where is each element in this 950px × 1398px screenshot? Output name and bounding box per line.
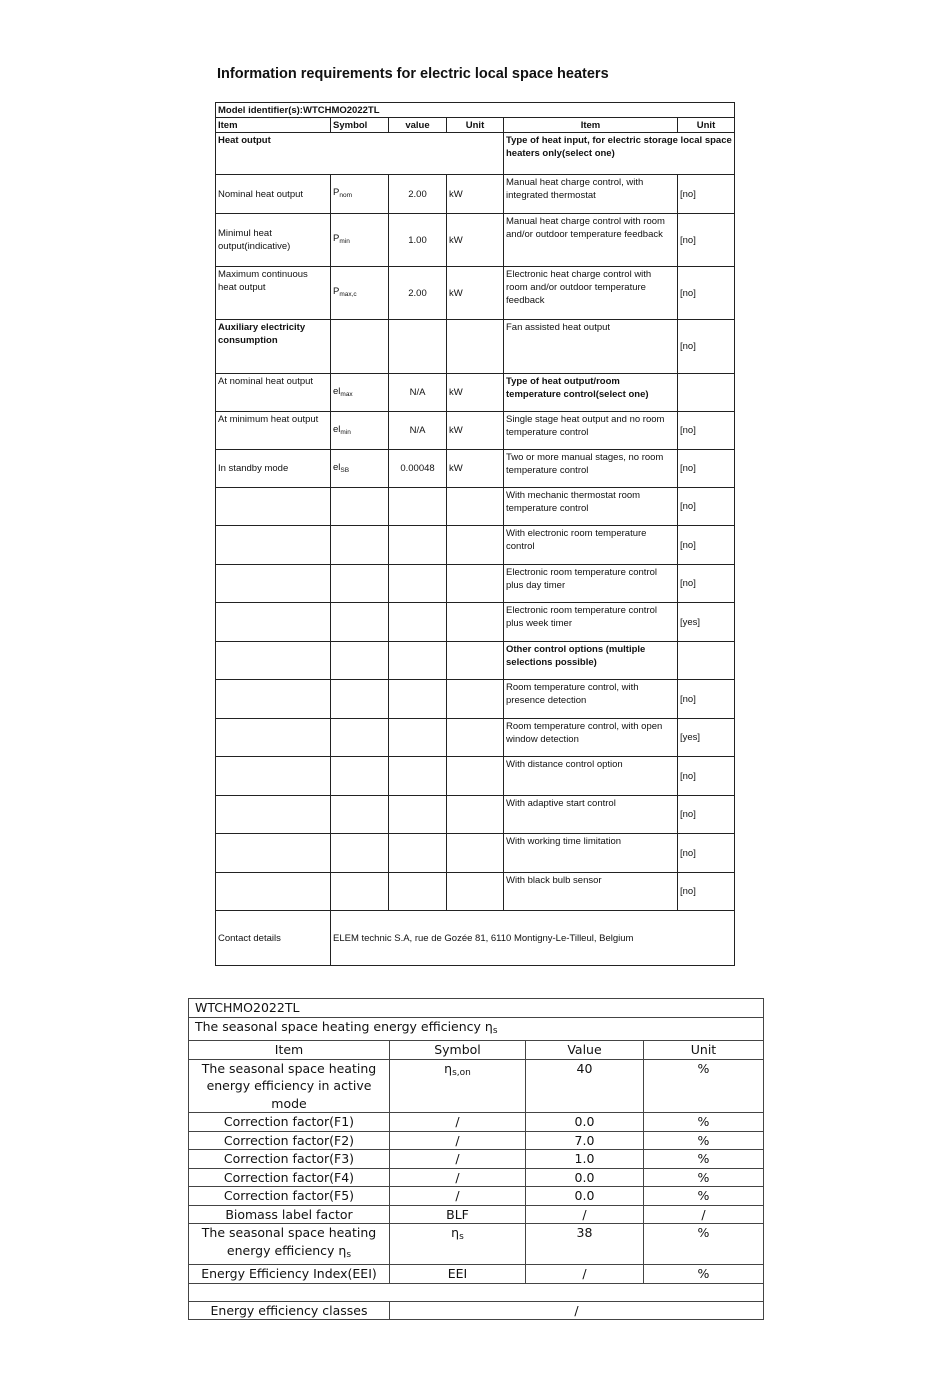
symbol-cell bbox=[331, 603, 389, 642]
unit2-cell: [no] bbox=[678, 757, 735, 796]
model-row bbox=[189, 999, 764, 1018]
symbol-cell: / bbox=[390, 1113, 526, 1132]
value-cell: 0.00048 bbox=[389, 450, 447, 488]
table-row bbox=[216, 565, 735, 603]
table-row bbox=[189, 1131, 764, 1150]
value-cell: N/A bbox=[389, 374, 447, 412]
symbol-cell bbox=[331, 565, 389, 603]
symbol-cell: $el_{max}$ bbox=[331, 374, 389, 412]
symbol-cell bbox=[331, 796, 389, 834]
symbol-cell bbox=[331, 834, 389, 873]
item-cell bbox=[216, 565, 331, 603]
value-cell: 1.0 bbox=[526, 1150, 644, 1169]
symbol-cell: ηs,on bbox=[390, 1059, 526, 1113]
symbol-cell: / bbox=[390, 1131, 526, 1150]
item2-cell: With mechanic thermostat room temperature control bbox=[504, 488, 678, 526]
model-row bbox=[216, 103, 735, 118]
unit-cell: kW bbox=[447, 374, 504, 412]
symbol-cell: / bbox=[390, 1168, 526, 1187]
unit-cell: / bbox=[644, 1205, 764, 1224]
table-row bbox=[189, 1187, 764, 1206]
item-cell bbox=[216, 642, 331, 680]
table-row bbox=[216, 412, 735, 450]
unit-cell: % bbox=[644, 1168, 764, 1187]
item2-cell: Manual heat charge control with room and/or outdoor temperature feedback bbox=[504, 214, 678, 267]
symbol-cell bbox=[331, 320, 389, 374]
table-row bbox=[216, 642, 735, 680]
item-cell: Energy Efficiency Index(EEI) bbox=[189, 1265, 390, 1284]
item-cell: Auxiliary electricity consumption bbox=[216, 320, 331, 374]
item-cell: The seasonal space heating energy efficiency in active mode bbox=[189, 1059, 390, 1113]
contact-value: ELEM technic S.A, rue de Gozée 81, 6110 Montigny-Le-Tilleul, Belgium bbox=[331, 911, 735, 966]
item-cell: Correction factor(F2) bbox=[189, 1131, 390, 1150]
unit-cell: kW bbox=[447, 214, 504, 267]
unit-cell bbox=[447, 603, 504, 642]
symbol-cell bbox=[331, 719, 389, 757]
model-identifier: Model identifier(s):WTCHMO2022TL bbox=[216, 103, 735, 118]
value-cell: / bbox=[526, 1205, 644, 1224]
header-unit: Unit bbox=[644, 1041, 764, 1060]
unit-cell: % bbox=[644, 1131, 764, 1150]
table-row bbox=[216, 374, 735, 412]
value-cell: 2.00 bbox=[389, 175, 447, 214]
unit2-cell bbox=[678, 642, 735, 680]
table-row bbox=[216, 834, 735, 873]
table-row bbox=[189, 1265, 764, 1284]
unit2-cell: [no] bbox=[678, 526, 735, 565]
symbol-cell: $P_{max,c}$ bbox=[331, 267, 389, 320]
classes-value: / bbox=[390, 1301, 764, 1320]
spacer-row bbox=[189, 1283, 764, 1301]
symbol-cell bbox=[331, 526, 389, 565]
value-cell bbox=[389, 642, 447, 680]
unit-cell bbox=[447, 834, 504, 873]
unit2-cell: [no] bbox=[678, 450, 735, 488]
item-cell: Correction factor(F1) bbox=[189, 1113, 390, 1132]
unit2-cell: [no] bbox=[678, 873, 735, 911]
item-cell bbox=[216, 796, 331, 834]
value-cell: 0.0 bbox=[526, 1113, 644, 1132]
unit2-cell: [no] bbox=[678, 488, 735, 526]
table-row bbox=[216, 488, 735, 526]
unit2-cell: [yes] bbox=[678, 719, 735, 757]
item2-cell: Fan assisted heat output bbox=[504, 320, 678, 374]
contact-row bbox=[216, 911, 735, 966]
unit2-cell: [no] bbox=[678, 834, 735, 873]
symbol-cell: $P_{min}$ bbox=[331, 214, 389, 267]
unit-cell: % bbox=[644, 1265, 764, 1284]
item2-cell: With distance control option bbox=[504, 757, 678, 796]
item2-cell: With black bulb sensor bbox=[504, 873, 678, 911]
symbol-cell bbox=[331, 873, 389, 911]
item-cell: Correction factor(F4) bbox=[189, 1168, 390, 1187]
unit-cell: kW bbox=[447, 267, 504, 320]
header-value: value bbox=[389, 118, 447, 133]
table-row bbox=[216, 796, 735, 834]
unit-cell: % bbox=[644, 1187, 764, 1206]
spacer-cell bbox=[189, 1283, 764, 1301]
unit-cell bbox=[447, 757, 504, 796]
unit-cell bbox=[447, 320, 504, 374]
unit-cell bbox=[447, 680, 504, 719]
unit-cell bbox=[447, 796, 504, 834]
item-cell bbox=[216, 488, 331, 526]
symbol-cell: ηs bbox=[390, 1224, 526, 1265]
item-cell bbox=[216, 680, 331, 719]
value-cell bbox=[389, 680, 447, 719]
contact-label: Contact details bbox=[216, 911, 331, 966]
value-cell: 40 bbox=[526, 1059, 644, 1113]
unit-cell: % bbox=[644, 1113, 764, 1132]
unit-cell: % bbox=[644, 1224, 764, 1265]
symbol-cell bbox=[331, 680, 389, 719]
table-row bbox=[216, 320, 735, 374]
item-cell: Maximum continuous heat output bbox=[216, 267, 331, 320]
caption: The seasonal space heating energy efficiency ηs bbox=[189, 1017, 764, 1041]
table-row bbox=[189, 1224, 764, 1265]
info-requirements-table bbox=[215, 102, 735, 966]
table-row bbox=[216, 526, 735, 565]
value-cell bbox=[389, 796, 447, 834]
symbol-cell bbox=[331, 642, 389, 680]
header-unit2: Unit bbox=[678, 118, 735, 133]
value-cell: 38 bbox=[526, 1224, 644, 1265]
table-row bbox=[189, 1150, 764, 1169]
seasonal-efficiency-table bbox=[188, 998, 764, 1320]
table-row bbox=[216, 757, 735, 796]
symbol-cell: BLF bbox=[390, 1205, 526, 1224]
unit-cell bbox=[447, 565, 504, 603]
unit2-cell: [no] bbox=[678, 412, 735, 450]
item2-cell: With electronic room temperature control bbox=[504, 526, 678, 565]
value-cell bbox=[389, 719, 447, 757]
classes-row bbox=[189, 1301, 764, 1320]
value-cell bbox=[389, 488, 447, 526]
item-cell bbox=[216, 603, 331, 642]
item-cell: In standby mode bbox=[216, 450, 331, 488]
value-cell: 7.0 bbox=[526, 1131, 644, 1150]
item-cell: Minimul heat output(indicative) bbox=[216, 214, 331, 267]
item-cell bbox=[216, 873, 331, 911]
item2-cell: Two or more manual stages, no room temperature control bbox=[504, 450, 678, 488]
item-cell bbox=[216, 834, 331, 873]
table-row bbox=[216, 450, 735, 488]
unit-cell bbox=[447, 873, 504, 911]
header-item: Item bbox=[189, 1041, 390, 1060]
table-row bbox=[189, 1205, 764, 1224]
item2-cell: Other control options (multiple selections possible) bbox=[504, 642, 678, 680]
value-cell: 1.00 bbox=[389, 214, 447, 267]
table-row bbox=[216, 214, 735, 267]
unit-cell: % bbox=[644, 1150, 764, 1169]
unit-cell bbox=[447, 642, 504, 680]
item-cell: Biomass label factor bbox=[189, 1205, 390, 1224]
item2-cell: Room temperature control, with open window detection bbox=[504, 719, 678, 757]
symbol-cell: / bbox=[390, 1187, 526, 1206]
unit-cell bbox=[447, 719, 504, 757]
classes-label: Energy efficiency classes bbox=[189, 1301, 390, 1320]
table-row bbox=[189, 1113, 764, 1132]
table-row bbox=[216, 680, 735, 719]
header-item2: Item bbox=[504, 118, 678, 133]
heat-output-label: Heat output bbox=[216, 133, 504, 175]
unit-cell bbox=[447, 526, 504, 565]
unit2-cell: [no] bbox=[678, 565, 735, 603]
table-row bbox=[216, 603, 735, 642]
item-cell bbox=[216, 719, 331, 757]
unit2-cell: [no] bbox=[678, 796, 735, 834]
unit-cell: % bbox=[644, 1059, 764, 1113]
value-cell: 0.0 bbox=[526, 1168, 644, 1187]
unit2-cell: [no] bbox=[678, 267, 735, 320]
header-row bbox=[216, 118, 735, 133]
item-cell bbox=[216, 526, 331, 565]
item-cell: At nominal heat output bbox=[216, 374, 331, 412]
table-row bbox=[216, 267, 735, 320]
unit2-cell bbox=[678, 374, 735, 412]
item2-cell: Room temperature control, with presence detection bbox=[504, 680, 678, 719]
value-cell bbox=[389, 873, 447, 911]
header-symbol: Symbol bbox=[331, 118, 389, 133]
value-cell bbox=[389, 320, 447, 374]
heat-output-row bbox=[216, 133, 735, 175]
page-title: Information requirements for electric local space heaters bbox=[217, 66, 609, 82]
unit2-cell: [no] bbox=[678, 175, 735, 214]
value-cell: / bbox=[526, 1265, 644, 1284]
unit-cell: kW bbox=[447, 450, 504, 488]
item-cell: The seasonal space heating energy efficiency ηs bbox=[189, 1224, 390, 1265]
item-cell: Correction factor(F3) bbox=[189, 1150, 390, 1169]
item-cell: At minimum heat output bbox=[216, 412, 331, 450]
unit2-cell: [no] bbox=[678, 320, 735, 374]
value-cell bbox=[389, 834, 447, 873]
header-row bbox=[189, 1041, 764, 1060]
unit2-cell: [no] bbox=[678, 214, 735, 267]
symbol-cell: $el_{SB}$ bbox=[331, 450, 389, 488]
item2-cell: Electronic room temperature control plus week timer bbox=[504, 603, 678, 642]
item2-cell: Manual heat charge control, with integrated thermostat bbox=[504, 175, 678, 214]
header-symbol: Symbol bbox=[390, 1041, 526, 1060]
heat-input-type-label: Type of heat input, for electric storage local space heaters only(select one) bbox=[504, 133, 735, 175]
symbol-cell bbox=[331, 757, 389, 796]
unit2-cell: [no] bbox=[678, 680, 735, 719]
unit2-cell: [yes] bbox=[678, 603, 735, 642]
value-cell bbox=[389, 603, 447, 642]
item2-cell: Single stage heat output and no room temperature control bbox=[504, 412, 678, 450]
model-name: WTCHMO2022TL bbox=[189, 999, 764, 1018]
value-cell: 2.00 bbox=[389, 267, 447, 320]
caption-row bbox=[189, 1017, 764, 1041]
symbol-cell: $el_{min}$ bbox=[331, 412, 389, 450]
symbol-cell: EEI bbox=[390, 1265, 526, 1284]
unit-cell bbox=[447, 488, 504, 526]
unit-cell: kW bbox=[447, 412, 504, 450]
value-cell: 0.0 bbox=[526, 1187, 644, 1206]
item2-cell: With adaptive start control bbox=[504, 796, 678, 834]
item-cell: Correction factor(F5) bbox=[189, 1187, 390, 1206]
item2-cell: Electronic heat charge control with room and/or outdoor temperature feedback bbox=[504, 267, 678, 320]
table-row bbox=[189, 1168, 764, 1187]
header-item: Item bbox=[216, 118, 331, 133]
item2-cell: With working time limitation bbox=[504, 834, 678, 873]
table-row bbox=[189, 1059, 764, 1113]
value-cell: N/A bbox=[389, 412, 447, 450]
value-cell bbox=[389, 757, 447, 796]
value-cell bbox=[389, 565, 447, 603]
item2-cell: Electronic room temperature control plus day timer bbox=[504, 565, 678, 603]
item-cell: Nominal heat output bbox=[216, 175, 331, 214]
table-row bbox=[216, 719, 735, 757]
symbol-cell bbox=[331, 488, 389, 526]
symbol-cell: $P_{nom}$ bbox=[331, 175, 389, 214]
unit-cell: kW bbox=[447, 175, 504, 214]
table-row bbox=[216, 175, 735, 214]
header-unit: Unit bbox=[447, 118, 504, 133]
item-cell bbox=[216, 757, 331, 796]
table-row bbox=[216, 873, 735, 911]
header-value: Value bbox=[526, 1041, 644, 1060]
value-cell bbox=[389, 526, 447, 565]
item2-cell: Type of heat output/room temperature control(select one) bbox=[504, 374, 678, 412]
symbol-cell: / bbox=[390, 1150, 526, 1169]
